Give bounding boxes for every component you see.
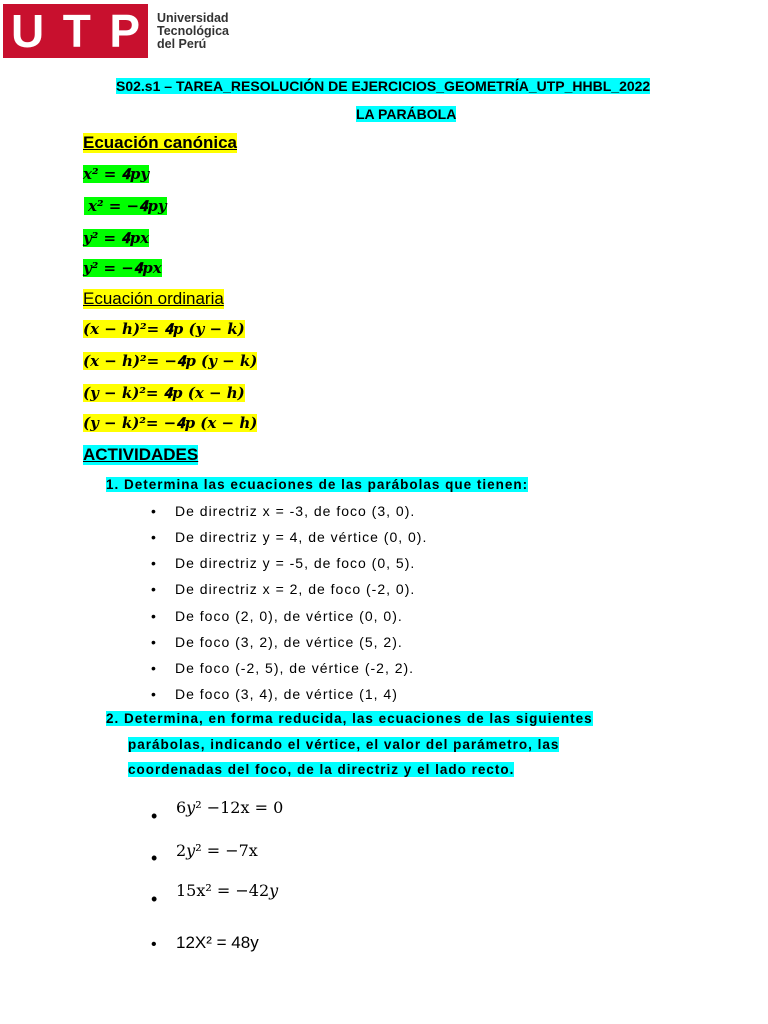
logo-line-1: Universidad — [157, 10, 229, 25]
question-2-text-1: Determina, en forma reducida, las ecuaciones de las siguientes — [124, 711, 593, 726]
list-item-4: De directriz x = 2, de foco (-2, 0). — [175, 581, 416, 597]
ordinary-heading: Ecuación ordinaria — [83, 289, 224, 308]
bullet-2: • — [151, 529, 156, 545]
list-item-2: De directriz y = 4, de vértice (0, 0). — [175, 529, 428, 545]
document-title: S02.s1 – TAREA_RESOLUCIÓN DE EJERCICIOS_GEOMETRÍA_UTP_HHBL_2022 — [116, 78, 651, 94]
canonical-heading: Ecuación canónica — [83, 133, 237, 152]
question-1-text: Determina las ecuaciones de las parábolas que tienen: — [124, 477, 529, 492]
ordinary-eq-3: (𝒚 − 𝒌)²= 𝟒𝒑 (𝒙 − 𝒉) — [83, 384, 245, 402]
list-item-7: De foco (-2, 5), de vértice (-2, 2). — [175, 660, 415, 676]
canonical-eq-2: 𝒙² = −𝟒𝒑𝒚 — [84, 197, 167, 215]
logo-mark — [3, 4, 148, 58]
list-item-8: De foco (3, 4), de vértice (1, 4) — [175, 686, 398, 702]
logo-line-3: del Perú — [157, 36, 207, 51]
bullet-8: • — [151, 686, 156, 702]
canonical-eq-3: 𝒚² = 𝟒𝒑𝒙 — [83, 229, 150, 247]
eq-bullet-4: • — [151, 936, 157, 953]
ordinary-eq-4: (𝒚 − 𝒌)²= −𝟒𝒑 (𝒙 − 𝒉) — [83, 414, 258, 432]
bullet-6: • — [151, 634, 156, 650]
reduced-eq-3: 15x² = −42𝑦 — [176, 881, 279, 900]
reduced-eq-1: 6𝑦² −12x = 0 — [176, 798, 284, 817]
logo-letter-p: P — [109, 5, 140, 57]
canonical-eq-4: 𝒚² = −𝟒𝒑x — [83, 259, 162, 277]
bullet-1: • — [151, 503, 156, 519]
list-item-5: De foco (2, 0), de vértice (0, 0). — [175, 608, 403, 624]
reduced-eq-4: 12X² = 48y — [176, 933, 259, 952]
question-2-line-3: coordenadas del foco, de la directriz y el lado recto. — [128, 762, 515, 777]
question-2-line-1 — [106, 711, 593, 726]
list-item-6: De foco (3, 2), de vértice (5, 2). — [175, 634, 403, 650]
ordinary-eq-2: (𝒙 − 𝒉)²= −𝟒𝒑 (𝒚 − 𝒌) — [83, 352, 258, 370]
logo-wordmark — [157, 12, 229, 51]
document-subtitle: LA PARÁBOLA — [356, 106, 457, 122]
list-item-1: De directriz x = -3, de foco (3, 0). — [175, 503, 416, 519]
bullet-5: • — [151, 608, 156, 624]
logo-letter-u: U — [11, 5, 45, 57]
logo-letter-t: T — [62, 5, 91, 57]
bullet-4: • — [151, 581, 156, 597]
list-item-3: De directriz y = -5, de foco (0, 5). — [175, 555, 416, 571]
question-2-number: 2. — [106, 711, 120, 726]
logo-line-2: Tecnológica — [157, 23, 230, 38]
bullet-7: • — [151, 660, 156, 676]
question-1 — [106, 477, 528, 492]
canonical-eq-1: 𝒙² = 𝟒𝒑𝒚 — [83, 165, 150, 183]
eq-bullet-1: • — [151, 806, 158, 826]
activities-heading: ACTIVIDADES — [83, 445, 199, 464]
bullet-3: • — [151, 555, 156, 571]
question-2-line-2: parábolas, indicando el vértice, el valor del parámetro, las — [128, 737, 560, 752]
eq-bullet-3: • — [151, 889, 158, 909]
ordinary-eq-1: (𝒙 − 𝒉)²= 𝟒𝒑 (𝒚 − 𝒌) — [83, 320, 245, 338]
question-1-number: 1. — [106, 477, 120, 492]
eq-bullet-2: • — [151, 848, 158, 868]
reduced-eq-2: 2𝑦² = −7x — [176, 841, 258, 860]
utp-logo — [3, 4, 229, 58]
